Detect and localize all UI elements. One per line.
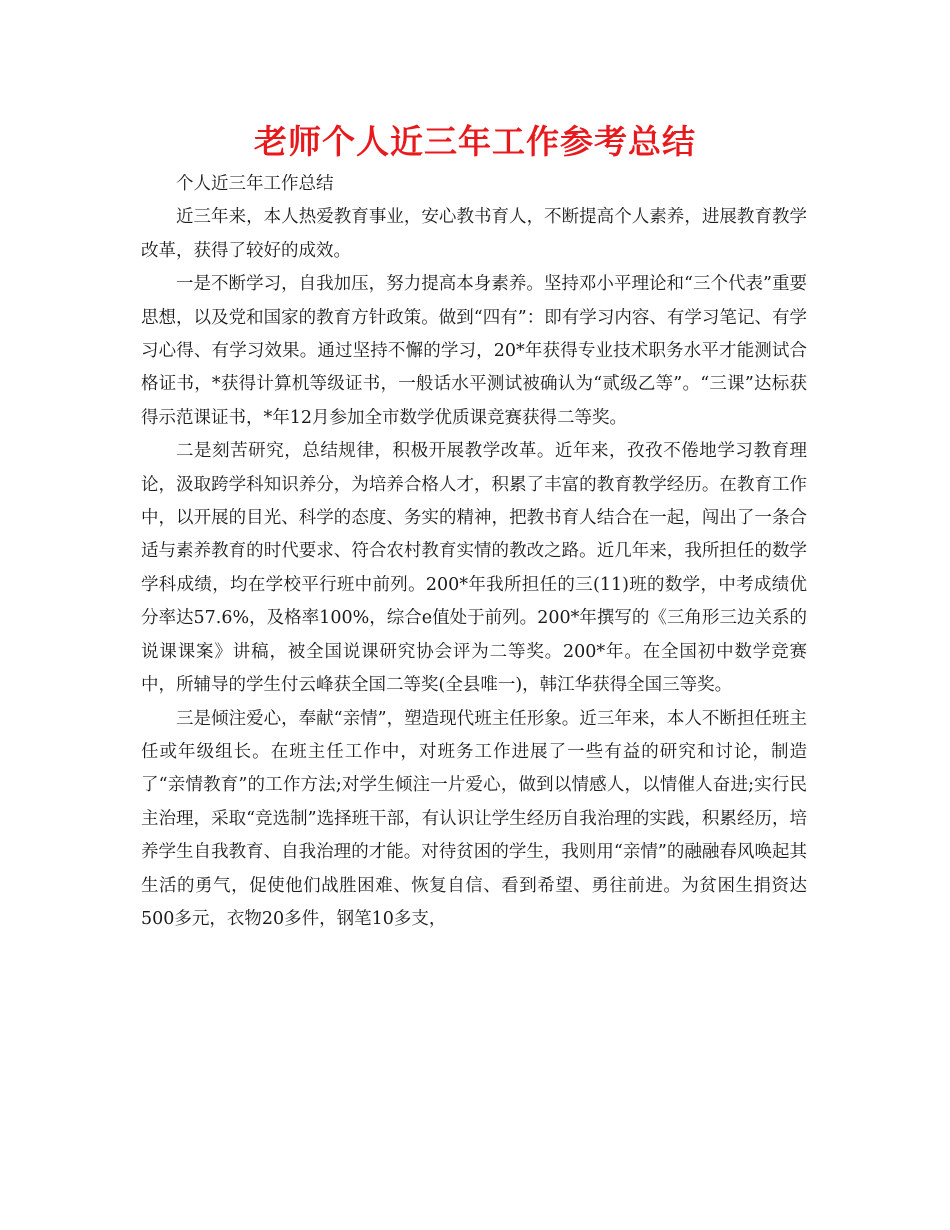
- document-title: 老师个人近三年工作参考总结: [254, 122, 696, 161]
- care-paragraph: 三是倾注爱心，奉献“亲情”，塑造现代班主任形象。近三年来，本人不断担任班主任或年级组长。在班主任工作中，对班务工作进展了一些有益的研究和讨论，制造了“亲情教育”的工作方法;对学生倾注一片爱心，做到以情感人，以情催人奋进;实行民主治理，采取“竞选制”选择班干部，有认识让学生经历自我治理的实践，积累经历，培养学生自我教育、自我治理的才能。对待贫困的学生，我则用“亲情”的融融春风唤起其生活的勇气，促使他们战胜困难、恢复自信、看到希望、勇往前进。为贫困生捐资达500多元，衣物20多件，钢笔10多支，: [141, 708, 807, 929]
- research-paragraph: 二是刻苦研究，总结规律，积极开展教学改革。近年来，孜孜不倦地学习教育理论，汲取跨学科知识养分，为培养合格人才，积累了丰富的教育教学经历。在教育工作中，以开展的目光、科学的态度、务实的精神，把教书育人结合在一起，闯出了一条合适与素养教育的时代要求、符合农村教育实情的教改之路。近几年来，我所担任的数学学科成绩，均在学校平行班中前列。200*年我所担任的三(11)班的数学，中考成绩优分率达57.6%，及格率100%，综合e值处于前列。200*年撰写的《三角形三边关系的说课课案》讲稿，被全国说课研究协会评为二等奖。200*年。在全国初中数学竞赛中，所辅导的学生付云峰获全国二等奖(全县唯一)，韩江华获得全国三等奖。: [141, 441, 807, 696]
- subtitle-paragraph: 个人近三年工作总结: [176, 174, 334, 194]
- intro-paragraph: 近三年来，本人热爱教育事业，安心教书育人，不断提高个人素养，进展教育教学改革，获得了较好的成效。: [141, 207, 807, 261]
- study-paragraph: 一是不断学习，自我加压，努力提高本身素养。坚持邓小平理论和“三个代表”重要思想，以及党和国家的教育方针政策。做到“四有”：即有学习内容、有学习笔记、有学习心得、有学习效果。通过坚持不懈的学习，20*年获得专业技术职务水平才能测试合格证书，*获得计算机等级证书，一般话水平测试被确认为“贰级乙等”。“三课”达标获得示范课证书，*年12月参加全市数学优质课竞赛获得二等奖。: [141, 274, 807, 428]
- document-body: [141, 168, 807, 936]
